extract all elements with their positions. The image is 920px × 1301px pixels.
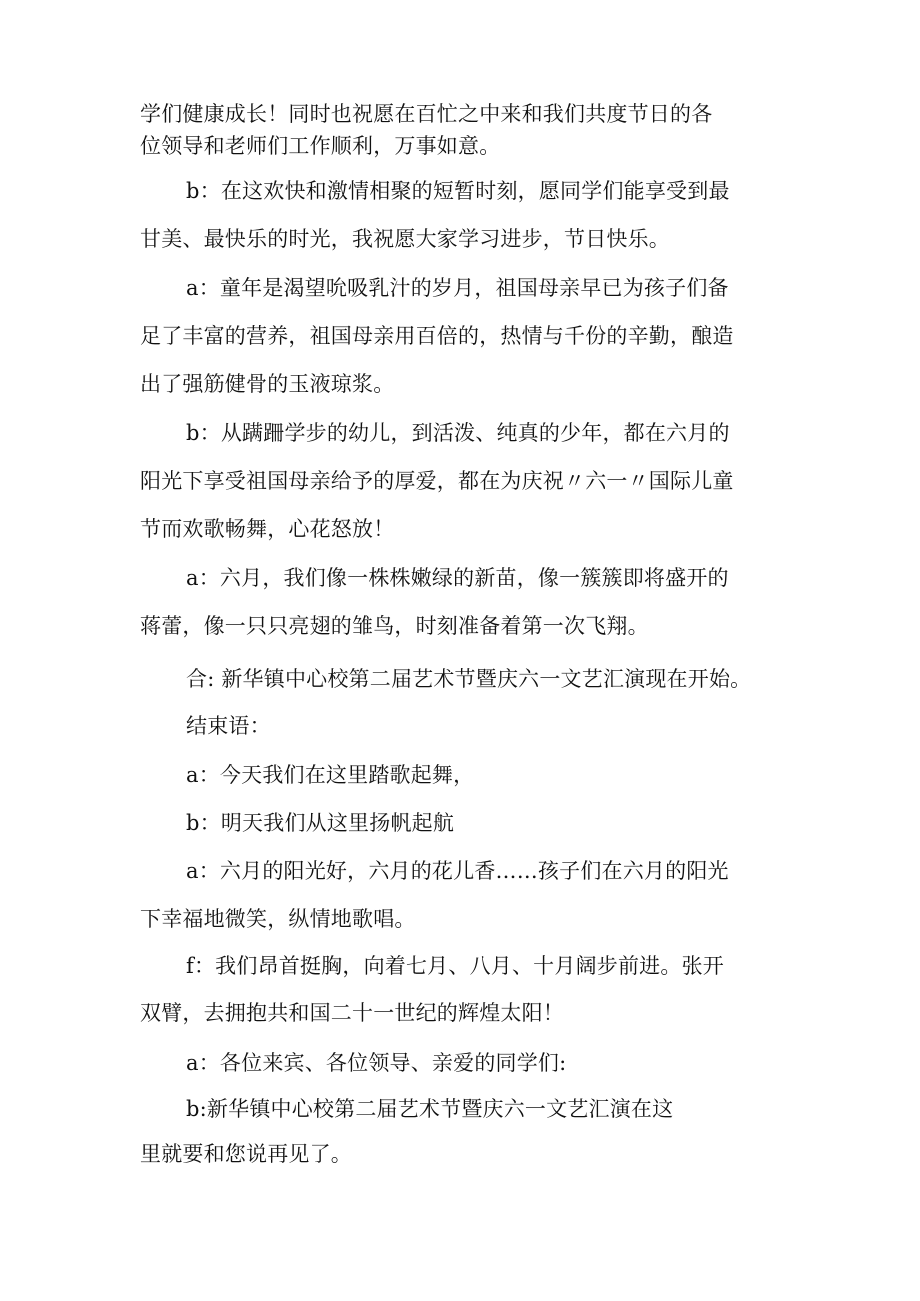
text-line: a：各位来宾、各位领导、亲爱的同学们: bbox=[186, 1051, 567, 1075]
text-line: 出了强筋健骨的玉液琼浆。 bbox=[140, 372, 395, 396]
text-line: b：在这欢快和激情相聚的短暂时刻，愿同学们能享受到最 bbox=[186, 179, 730, 203]
text-line: b：从蹒跚学步的幼儿，到活泼、纯真的少年，都在六月的 bbox=[186, 421, 730, 445]
text-line: 足了丰富的营养，祖国母亲用百倍的，热情与千份的辛勤，酿造 bbox=[140, 324, 734, 348]
text-line: f：我们昂首挺胸，向着七月、八月、十月阔步前进。张开 bbox=[186, 954, 724, 978]
text-line: b:新华镇中心校第二届艺术节暨庆六一文艺汇演在这 bbox=[186, 1097, 674, 1121]
text-line: a：六月的阳光好，六月的花儿香……孩子们在六月的阳光 bbox=[186, 859, 729, 883]
text-line: 学们健康成长！同时也祝愿在百忙之中来和我们共度节日的各 bbox=[140, 102, 713, 126]
text-line: 里就要和您说再见了。 bbox=[140, 1142, 352, 1166]
text-line: b：明天我们从这里扬帆起航 bbox=[186, 811, 455, 835]
text-line: a：今天我们在这里踏歌起舞， bbox=[186, 763, 475, 787]
text-line: 甘美、最快乐的时光，我祝愿大家学习进步，节日快乐。 bbox=[140, 227, 670, 251]
text-line: 结束语： bbox=[186, 714, 271, 738]
text-line: a：六月，我们像一株株嫩绿的新苗，像一簇簇即将盛开的 bbox=[186, 566, 729, 590]
text-line: 合: 新华镇中心校第二届艺术节暨庆六一文艺汇演现在开始。 bbox=[186, 667, 752, 691]
text-line: 位领导和老师们工作顺利，万事如意。 bbox=[140, 134, 501, 158]
text-line: 阳光下享受祖国母亲给予的厚爱，都在为庆祝〃六一〃国际儿童 bbox=[140, 469, 734, 493]
text-line: 蒋蕾，像一只只亮翅的雏鸟，时刻准备着第一次飞翔。 bbox=[140, 614, 649, 638]
text-line: 节而欢歌畅舞，心花怒放！ bbox=[140, 517, 395, 541]
text-line: a：童年是渴望吮吸乳汁的岁月，祖国母亲早已为孩子们备 bbox=[186, 276, 729, 300]
text-line: 下幸福地微笑，纵情地歌唱。 bbox=[140, 907, 416, 931]
text-line: 双臂，去拥抱共和国二十一世纪的辉煌太阳！ bbox=[140, 1001, 564, 1025]
